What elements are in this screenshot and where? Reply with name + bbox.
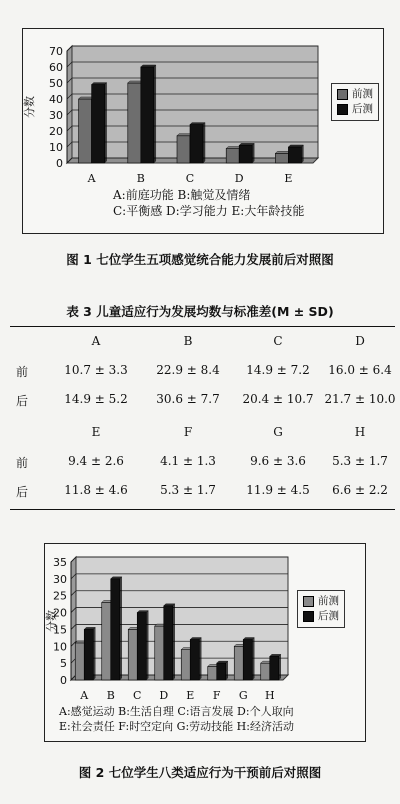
- figure2-legend: [297, 590, 345, 628]
- x-tick-label: C: [185, 172, 195, 185]
- table-row: [10, 483, 395, 503]
- x-tick-label: C: [133, 689, 142, 702]
- table-cell: 5.3 ± 1.7: [160, 483, 216, 497]
- figure2-note-line1: A:感觉运动 B:生活自理 C:语言发展 D:个人取向: [59, 705, 294, 718]
- bar-pre: [155, 626, 164, 680]
- table-header-cell: B: [183, 334, 193, 348]
- x-tick-label: E: [284, 172, 293, 185]
- x-tick-label: A: [80, 689, 89, 702]
- bar-side: [252, 143, 254, 163]
- y-tick-label: 50: [49, 77, 63, 90]
- bar-side: [120, 577, 122, 680]
- legend-swatch-pre: [303, 596, 314, 607]
- table-cell: 11.8 ± 4.6: [64, 483, 128, 497]
- figure1-note-line1: A:前庭功能 B:触觉及情绪: [113, 188, 251, 202]
- bar-post: [270, 656, 279, 680]
- table-cell: 22.9 ± 8.4: [156, 363, 220, 377]
- bar-post: [190, 125, 203, 163]
- bar-pre: [275, 153, 288, 163]
- bar-side: [146, 611, 148, 680]
- table-row-label: 后: [15, 394, 28, 408]
- bar-pre: [102, 602, 111, 680]
- y-tick-label: 60: [49, 61, 63, 74]
- bar-top: [239, 143, 254, 145]
- bar-pre: [261, 663, 270, 680]
- table-cell: 21.7 ± 10.0: [324, 392, 396, 406]
- bar-pre: [128, 83, 141, 163]
- y-tick-label: 20: [53, 606, 67, 620]
- bar-post: [111, 579, 120, 680]
- table-cell: 20.4 ± 10.7: [242, 392, 314, 406]
- table-cell: 30.6 ± 7.7: [156, 392, 220, 406]
- bar-side: [301, 145, 303, 163]
- y-tick-label: 30: [49, 109, 63, 122]
- bar-pre: [181, 650, 190, 680]
- table3-title: 表 3 儿童适应行为发展均数与标准差(M ± SD): [66, 304, 334, 319]
- bar-side: [173, 604, 175, 680]
- bar-pre: [234, 646, 243, 680]
- table-header-cell: G: [273, 425, 283, 439]
- bar-post: [190, 640, 199, 680]
- table-header-cell: F: [183, 425, 193, 439]
- plot-side-wall: [67, 46, 72, 163]
- bar-post: [92, 85, 105, 163]
- x-tick-label: D: [234, 172, 244, 185]
- table-cell: 5.3 ± 1.7: [332, 454, 388, 468]
- bar-side: [105, 83, 107, 163]
- bar-post: [243, 640, 252, 680]
- table-cell: 4.1 ± 1.3: [160, 454, 216, 468]
- bar-top: [288, 145, 303, 147]
- bar-post: [217, 663, 226, 680]
- x-tick-label: B: [106, 689, 115, 702]
- bar-top: [190, 123, 205, 125]
- table-cell: 14.9 ± 5.2: [64, 392, 128, 406]
- y-tick-label: 70: [49, 45, 63, 58]
- figure1-category-notes: [113, 187, 304, 219]
- legend-swatch-post: [303, 611, 314, 622]
- table-row: [10, 454, 395, 474]
- x-tick-label: F: [212, 689, 221, 702]
- legend-label-pre: 前测: [318, 595, 339, 607]
- table-header-cell: A: [91, 334, 101, 348]
- bar-side: [252, 638, 254, 680]
- bar-post: [141, 67, 154, 163]
- table-header-cell: C: [273, 334, 283, 348]
- y-tick-label: 30: [53, 572, 67, 586]
- bar-side: [154, 65, 156, 163]
- x-tick-label: E: [186, 689, 195, 702]
- x-tick-label: G: [238, 689, 248, 702]
- y-tick-label: 0: [60, 674, 67, 687]
- legend-item-post: [303, 609, 339, 624]
- y-tick-label: 5: [60, 657, 67, 671]
- legend-item-pre: [303, 594, 339, 609]
- table-row: [10, 392, 395, 412]
- table-top-rule: [10, 326, 395, 327]
- table-header-cell: E: [91, 425, 101, 439]
- bar-post: [288, 147, 301, 163]
- table-cell: 6.6 ± 2.2: [332, 483, 388, 497]
- bar-side: [226, 661, 228, 680]
- table-cell: 11.9 ± 4.5: [246, 483, 310, 497]
- figure1-note-line2: C:平衡感 D:学习能力 E:大年龄技能: [113, 204, 305, 218]
- y-tick-label: 0: [56, 157, 63, 170]
- x-tick-label: D: [159, 689, 169, 702]
- figure1-chart: [22, 28, 384, 234]
- bar-pre: [177, 136, 190, 163]
- table-row: [10, 363, 395, 383]
- bar-side: [93, 627, 95, 680]
- table-header-cell: H: [354, 425, 366, 439]
- y-axis-label: 分数: [45, 610, 58, 632]
- table-row-label: 前: [15, 456, 28, 470]
- bar-top: [141, 65, 156, 67]
- table-cell: 10.7 ± 3.3: [64, 363, 128, 377]
- y-tick-label: 25: [53, 589, 67, 603]
- y-tick-label: 10: [49, 141, 63, 154]
- bar-side: [203, 123, 205, 163]
- legend-label-post: 后测: [352, 103, 373, 115]
- bar-side: [279, 654, 281, 680]
- bar-side: [199, 638, 201, 680]
- legend-swatch-pre: [337, 89, 348, 100]
- y-tick-label: 20: [49, 125, 63, 138]
- x-tick-label: A: [87, 172, 96, 185]
- x-tick-label: B: [136, 172, 145, 185]
- figure1-legend: [331, 83, 379, 121]
- table-row-label: 前: [15, 365, 28, 379]
- bar-post: [239, 145, 252, 163]
- bar-pre: [79, 99, 92, 163]
- figure2-chart: [44, 543, 366, 742]
- legend-swatch-post: [337, 104, 348, 115]
- table-cell: 9.4 ± 2.6: [68, 454, 124, 468]
- figure2-note-line2: E:社会责任 F:时空定向 G:劳动技能 H:经济活动: [59, 720, 294, 733]
- legend-label-pre: 前测: [352, 88, 373, 100]
- y-tick-label: 35: [53, 556, 67, 569]
- x-tick-label: H: [264, 689, 275, 702]
- table-cell: 16.0 ± 6.4: [328, 363, 392, 377]
- table-header-row: [10, 425, 395, 445]
- legend-label-post: 后测: [318, 610, 339, 622]
- bar-post: [137, 613, 146, 680]
- bar-post: [84, 629, 93, 680]
- bar-pre: [226, 149, 239, 163]
- y-axis-label: 分数: [23, 96, 36, 118]
- bar-pre: [128, 629, 137, 680]
- figure2-caption: 图 2 七位学生八类适应行为干预前后对照图: [78, 765, 322, 780]
- figure2-category-notes: [59, 704, 294, 734]
- table-cell: 9.6 ± 3.6: [250, 454, 306, 468]
- bar-pre: [208, 667, 217, 680]
- figure1-caption: 图 1 七位学生五项感觉统合能力发展前后对照图: [66, 252, 334, 267]
- bar-top: [92, 83, 107, 85]
- y-tick-label: 10: [53, 640, 67, 654]
- legend-item-post: [337, 102, 373, 117]
- table-bottom-rule: [10, 509, 395, 510]
- legend-item-pre: [337, 87, 373, 102]
- y-tick-label: 40: [49, 93, 63, 106]
- bar-post: [164, 606, 173, 680]
- y-tick-label: 15: [53, 623, 67, 637]
- bar-pre: [75, 643, 84, 680]
- table-header-cell: D: [355, 334, 365, 348]
- table-row-label: 后: [15, 485, 28, 499]
- table-cell: 14.9 ± 7.2: [246, 363, 310, 377]
- table-header-row: [10, 334, 395, 354]
